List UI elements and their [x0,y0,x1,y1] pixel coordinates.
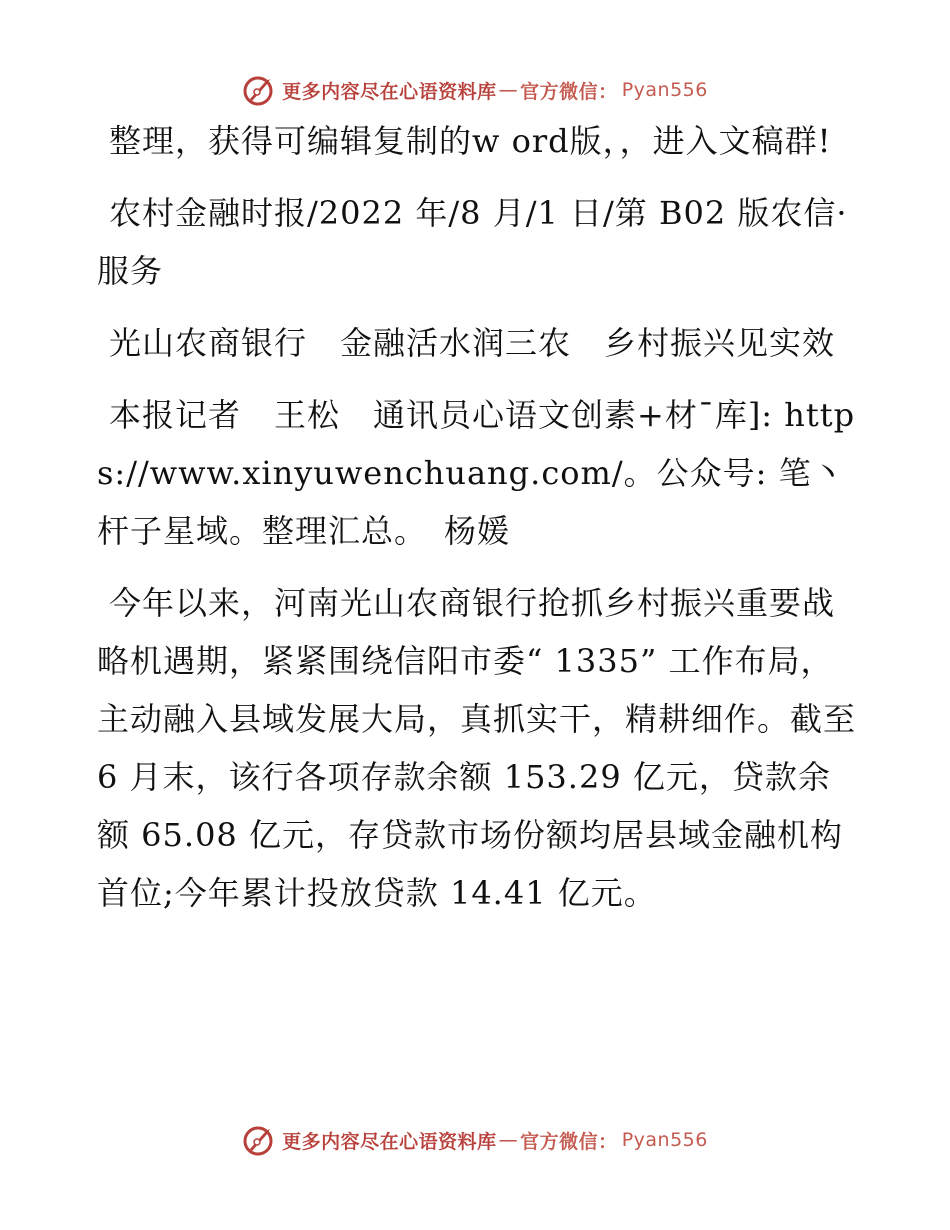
banner-dash: — [498,1129,519,1151]
quill-logo-icon [242,73,276,107]
banner-wechat-handle: Pyan556 [621,1129,708,1151]
article-headline: 光山农商银行 金融活水润三农 乡村振兴见实效 [109,324,836,362]
banner-wechat-handle: Pyan556 [621,79,708,101]
banner-dash: — [498,79,519,101]
footer-watermark-banner [0,1120,950,1160]
banner-brand-text: 更多内容尽在心语资料库 [282,1130,497,1153]
header-watermark-banner [0,70,950,110]
document-body [97,112,857,936]
paragraph-byline: 本报记者 王松 通讯员心语文创素+材¯库]: https://www.xinyuwenchuang.com/。公众号: 笔丶杆子星域。整理汇总。 杨媛 [97,396,856,550]
quill-logo-icon [242,1123,276,1157]
paragraph-intro-note: 整理，获得可编辑复制的w ord版，，进入文稿群! [109,122,832,160]
banner-wechat-label: 官方微信： [520,80,618,103]
paragraph-body: 今年以来，河南光山农商银行抢抓乡村振兴重要战略机遇期，紧紧围绕信阳市委“ 1335” 工作布局，主动融入县域发展大局，真抓实干，精耕细作。截至 6 月末，该行各项存款余额 153.29 亿元，贷款余额 65.08 亿元，存贷款市场份额均居县域金融机构首位;今年累计投放贷款 14.41 亿元。 [97,584,857,912]
paragraph-source-line: 农村金融时报/2022 年/8 月/1 日/第 B02 版农信· 服务 [97,194,848,290]
banner-brand-text: 更多内容尽在心语资料库 [282,80,497,103]
banner-wechat-label: 官方微信： [520,1130,618,1153]
